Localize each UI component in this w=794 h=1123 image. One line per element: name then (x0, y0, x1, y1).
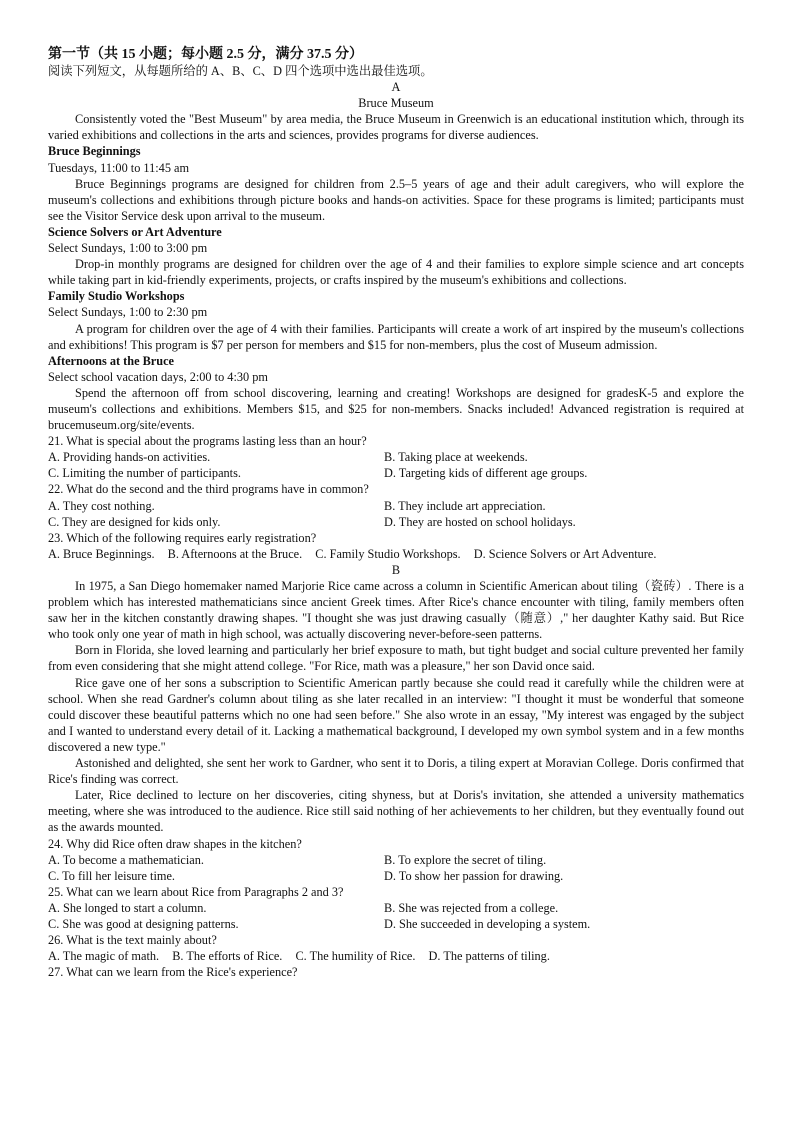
question-options (48, 900, 744, 916)
question-options (48, 465, 744, 481)
question-stem: 21. What is special about the programs lasting less than an hour? (48, 434, 367, 449)
program-time: Select Sundays, 1:00 to 3:00 pm (48, 241, 208, 256)
option-a: A. The magic of math. (48, 949, 160, 964)
question-stem: 22. What do the second and the third programs have in common? (48, 482, 369, 497)
question-stem: 26. What is the text mainly about? (48, 933, 217, 948)
program-desc: Bruce Beginnings programs are designed for children from 2.5–5 years of age and their adult caregivers, who will explore the museum's collections and exhibitions through picture books and hands-on activities. Space for these programs is limited; participants must see the Visitor Service desk upon arrival to the museum. (48, 176, 744, 223)
option-a: A. Providing hands-on activities. (48, 450, 211, 465)
option-c: C. Limiting the number of participants. (48, 466, 241, 481)
program-time: Tuesdays, 11:00 to 11:45 am (48, 160, 190, 175)
passage-b-paragraph: Astonished and delighted, she sent her work to Gardner, who sent it to Doris, a tiling expert at Moravian College. Doris confirmed that Rice's finding was correct. (48, 756, 744, 787)
program-name: Science Solvers or Art Adventure (48, 224, 222, 239)
passage-b-paragraph: Born in Florida, she loved learning and particularly her brief exposure to math, but tight budget and social culture prevented her family from even considering that she might attend college. "For Rice, math was a pleasure," her son David once said. (48, 643, 744, 674)
program-time: Select Sundays, 1:00 to 2:30 pm (48, 305, 208, 320)
passage-b-paragraph: Later, Rice declined to lecture on her discoveries, citing shyness, but at Doris's invitation, she attended a university mathematics meeting, where she was introduced to the audience. Rice still said nothing of her achievements to her children, but they eventually found out as the awards mounted. (48, 788, 744, 835)
program-name: Bruce Beginnings (48, 144, 141, 159)
option-a: A. She longed to start a column. (48, 900, 207, 915)
program-time: Select school vacation days, 2:00 to 4:30 pm (48, 369, 268, 384)
passage-b-paragraph: Rice gave one of her sons a subscription to Scientific American partly because she could read it carefully while the children were at school. When she read Gardner's column about tiling as she later recalled in an interview: "I thought it must be wonderful that someone could discover these beautiful patterns which no one had seen before." She also wrote in an essay, "My interest was engaged by the subject and I wanted to understand every detail of it. Lacking a mathematical background, I developed my own symbol system and in a few months discovered a new type." (48, 675, 744, 754)
question-stem: 23. Which of the following requires early registration? (48, 530, 317, 545)
program-desc: A program for children over the age of 4 with their families. Participants will create a work of art inspired by the museum's collections and exhibitions! This program is $7 per person for members and $15 for non-members, plus the cost of Museum admission. (48, 321, 744, 352)
question-options (48, 852, 744, 868)
program-desc: Drop-in monthly programs are designed for children over the age of 4 and their families to explore simple science and art concepts while taking part in kid-friendly experiments, projects, or crafts inspired by the museum's exhibitions and collections. (48, 257, 744, 288)
question-options (48, 514, 744, 530)
question-options (48, 546, 744, 562)
option-d: D. To show her passion for drawing. (384, 868, 564, 883)
option-c: C. She was good at designing patterns. (48, 916, 239, 931)
option-a: A. Bruce Beginnings. (48, 546, 155, 561)
option-c: C. They are designed for kids only. (48, 514, 221, 529)
option-c: C. Family Studio Workshops. (315, 546, 461, 561)
option-d: D. They are hosted on school holidays. (384, 514, 576, 529)
option-a: A. To become a mathematician. (48, 852, 204, 867)
program-desc: Spend the afternoon off from school discovering, learning and creating! Workshops are designed for gradesK-5 and explore the museum's collections and exhibitions. Members $15, and $25 for non-members. Snacks included! Advanced registration is required at brucemuseum.org/site/events. (48, 385, 744, 433)
option-b: B. She was rejected from a college. (384, 900, 559, 915)
question-stem: 27. What can we learn from the Rice's experience? (48, 965, 298, 980)
question-options (48, 948, 744, 964)
option-d: D. She succeeded in developing a system. (384, 916, 591, 931)
question-options (48, 449, 744, 465)
option-b: B. They include art appreciation. (384, 498, 546, 513)
option-a: A. They cost nothing. (48, 498, 155, 513)
passage-a-intro: Consistently voted the "Best Museum" by area media, the Bruce Museum in Greenwich is an educational institution which, through its varied exhibitions and collections in the arts and sciences, provides programs for diverse audiences. (48, 112, 744, 143)
passage-a-title: Bruce Museum (358, 96, 434, 111)
passage-a-letter: A (391, 80, 401, 95)
exam-page (48, 46, 744, 980)
option-b: B. Taking place at weekends. (384, 450, 528, 465)
option-b: B. The efforts of Rice. (172, 949, 283, 964)
option-b: B. Afternoons at the Bruce. (167, 546, 303, 561)
question-options (48, 868, 744, 884)
question-options (48, 916, 744, 932)
question-stem: 25. What can we learn about Rice from Paragraphs 2 and 3? (48, 884, 344, 899)
option-b: B. To explore the secret of tiling. (384, 852, 547, 867)
option-d: D. Science Solvers or Art Adventure. (473, 546, 657, 561)
instructions: 阅读下列短文，从每题所给的 A、B、C、D 四个选项中选出最佳选项。 (48, 64, 433, 78)
question-options (48, 498, 744, 514)
option-d: D. Targeting kids of different age groups. (384, 466, 588, 481)
program-name: Family Studio Workshops (48, 289, 185, 304)
passage-b-letter: B (391, 562, 401, 577)
section-header: 第一节（共 15 小题；每小题 2.5 分，满分 37.5 分） (48, 47, 363, 62)
option-d: D. The patterns of tiling. (428, 949, 550, 964)
option-c: C. The humility of Rice. (295, 949, 416, 964)
option-c: C. To fill her leisure time. (48, 868, 175, 883)
passage-b-paragraph: In 1975, a San Diego homemaker named Marjorie Rice came across a column in Scientific American about tiling（瓷砖）. There is a problem which has interested mathematicians since ancient Greek times. After Rice's chance encounter with tiling, family members often saw her in the kitchen constantly drawing shapes. "I thought she was just drawing casually（随意）," her daughter Kathy said. But Rice who took only one year of math in high school, was actually discovering never-before-seen patterns. (48, 579, 744, 642)
question-stem: 24. Why did Rice often draw shapes in the kitchen? (48, 836, 302, 851)
program-name: Afternoons at the Bruce (48, 353, 175, 368)
